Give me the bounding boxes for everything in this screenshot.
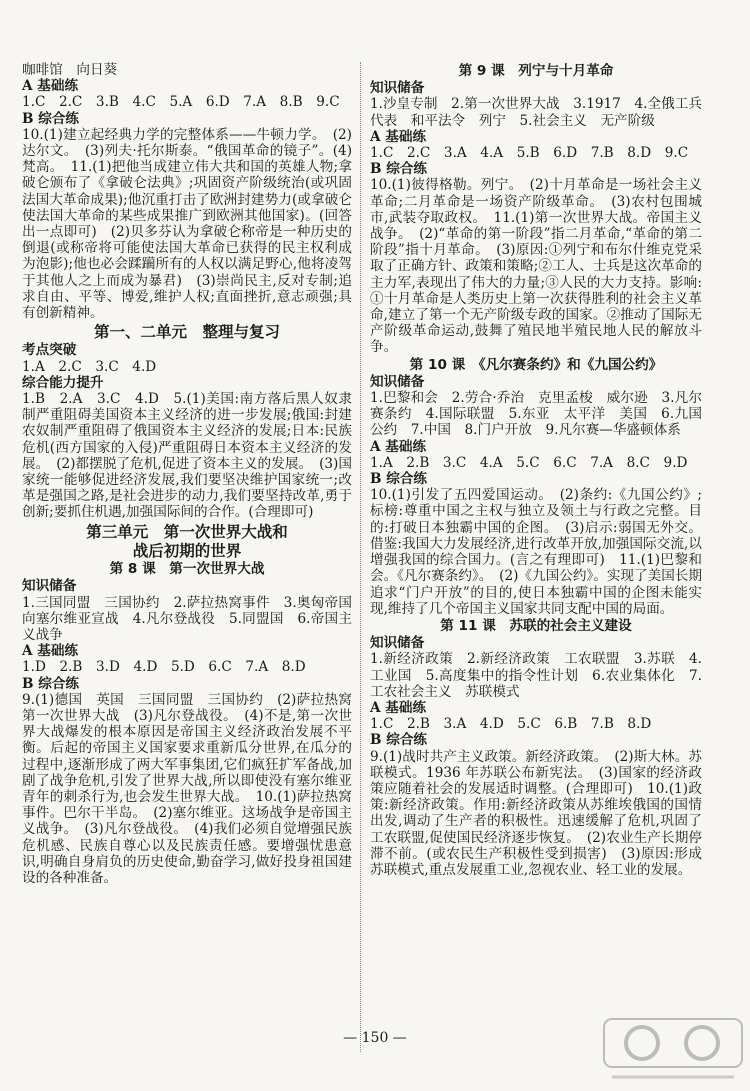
answer-text: 1.C 2.C 3.B 4.C 5.A 6.D 7.A 8.B 9.C [22,94,340,111]
answer-text: 1.A 2.B 3.C 4.A 5.C 6.C 7.A 8.C 9.D [370,454,688,471]
lesson-title: 第 11 课 苏联的社会主义建设 [440,617,632,634]
left-column [22,62,366,886]
answer-text: 9.(1)战时共产主义政策。新经济政策。 (2)斯大林。苏联模式。1936 年苏联公布新宪法。 (3)国家的经济政策应随着社会的发展适时调整。(合理即可) 10.(1)政策:新经济政策。作用:新经济政策从苏维埃俄国的国情出发,调动了生产者的积极性。迅速缓解了危机,巩固了工农联盟,促使国民经济逐步恢复。 (2)农业生产长期停滞不前。(或农民生产积极性受到损害) (3)原因:形成苏联模式,重点发展重工业,忽视农业、轻工业的发展。 [370,748,702,878]
section-heading: A 基础练 [22,643,79,660]
section-heading: B 综合练 [370,732,428,749]
answer-text: 1.C 2.C 3.A 4.A 5.B 6.D 7.B 8.D 9.C [370,145,689,162]
section-heading: 综合能力提升 [22,374,104,391]
section-heading: A 基础练 [370,699,427,716]
lesson-title: 第 8 课 第一次世界大战 [109,561,265,578]
answer-text: 9.(1)德国 英国 三国同盟 三国协约 (2)萨拉热窝 第一次世界大战 (3)凡尔登战役。 (4)不是,第一次世界大战爆发的根本原因是帝国主义经济政治发展不平衡。后起的帝国主义国家要求重新瓜分世界,在瓜分的过程中,逐渐形成了两大军事集团,它们疯狂扩军备战,加剧了战争危机,引发了世界大战,所以即使没有塞尔维亚青年的刺杀行为,也会发生世界大战。 10.(1)萨拉热窝事件。巴尔干半岛。 (2)塞尔维亚。这场战争是帝国主义战争。 (3)凡尔登战役。 (4)我们必须自觉增强民族危机感、民族自尊心以及民族责任感。要增强忧患意识,明确自身肩负的历史使命,勤奋学习,做好投身祖国建设的各种准备。 [22,691,366,886]
answer-text: 1.三国同盟 三国协约 2.萨拉热窝事件 3.奥匈帝国向塞尔维亚宣战 4.凡尔登战役 5.同盟国 6.帝国主义战争 [22,594,352,643]
section-heading: 知识储备 [370,635,425,652]
answer-text: 1.C 2.B 3.A 4.D 5.C 6.B 7.B 8.D [370,716,652,733]
answer-text: 10.(1)引发了五四爱国运动。 (2)条约:《九国公约》;标榜:尊重中国之主权与独立及领土与行政之完整。目的:打破日本独霸中国的企图。 (3)启示:弱国无外交。借鉴:我国大力发展经济,进行改革开放,加强国际交流,以增强我国的综合国力。(言之有理即可) 11.(1)巴黎和会。《凡尔赛条约》。 (2)《九国公约》。实现了美国长期追求“门户开放”的目的,使日本独霸中国的企图未能实现,维持了几个帝国主义国家共同支配中国的局面。 [370,487,702,617]
answer-text: 1.A 2.C 3.C 4.D [22,358,157,375]
section-heading: B 综合练 [22,110,80,127]
section-heading: B 综合练 [22,675,80,692]
right-column [370,62,702,878]
section-heading: A 基础练 [370,438,427,455]
unit-title: 战后初期的世界 [132,541,242,560]
answer-text: 10.(1)建立起经典力学的完整体系——牛顿力学。 (2)达尔文。 (3)列夫·托尔斯泰。“俄国革命的镜子”。(4)梵高。 11.(1)把他当成建立伟大共和国的英雄人物;拿破仑颁布了《拿破仑法典》;巩固资产阶级统治(或巩固法国大革命成果);他沉重打击了欧洲封建势力(或拿破仑使法国大革命的某些成果推广到欧洲其他国家)。(回答出一点即可) (2)贝多芬认为拿破仑称帝是一种历史的倒退(或称帝将可能使法国大革命已获得的民主权利成为泡影);他也必会蹂躏所有的人权以满足野心,他将凌驾于其他人之上而成为暴君) (3)崇尚民主,反对专制;追求自由、平等、博爱,维护人权;直面挫折,意志顽强;具有创新精神。 [22,126,352,322]
lesson-title: 第 9 课 列宁与十月革命 [458,63,614,79]
answer-text: 咖啡馆 向日葵 [22,62,118,78]
section-heading: 知识储备 [370,80,425,97]
section-heading: A 基础练 [370,128,427,145]
section-heading: 考点突破 [22,342,77,359]
unit-title: 第三单元 第一次世界大战和 [86,522,288,541]
answer-text: 1.巴黎和会 2.劳合·乔治 克里孟梭 威尔逊 3.凡尔赛条约 4.国际联盟 5.东亚 太平洋 美国 6.九国公约 7.中国 8.门户开放 9.凡尔赛—华盛顿体系 [370,390,702,439]
answer-text: 1.B 2.A 3.C 4.D 5.(1)美国:南方落后黑人奴隶制严重阻碍美国资本主义经济的进一步发展;俄国:封建农奴制严重阻碍了俄国资本主义经济的发展;日本:民族危机(西方国家的入侵)严重阻碍日本资本主义经济的发展。 (2)都摆脱了危机,促进了资本主义的发展。 (3)国家统一能够促进经济发展,我们要坚决维护国家统一;改革是强国之路,是社会进步的动力,我们要坚持改革,勇于创新;要抓住机遇,加强国际间的合作。(合理即可) [22,391,352,521]
unit-title: 第一、二单元 整理与复习 [93,323,280,342]
page-number-text: 150 [361,1030,389,1046]
answer-text: 1.新经济政策 2.新经济政策 工农联盟 3.苏联 4.工业国 5.高度集中的指令性计划 6.农业集体化 7.工农社会主义 苏联模式 [370,651,702,700]
section-heading: A 基础练 [22,78,79,95]
page-number: — 150 — [343,1030,407,1046]
section-heading: 知识储备 [370,373,425,390]
watermark-logo [602,1013,744,1087]
section-heading: 知识储备 [22,578,77,595]
answer-text: 1.D 2.B 3.D 4.D 5.D 6.C 7.A 8.D [22,659,306,676]
section-heading: B 综合练 [370,471,428,488]
lesson-title: 第 10 课 《凡尔赛条约》和《九国公约》 [409,356,663,373]
section-heading: B 综合练 [370,161,428,178]
answer-text: 10.(1)彼得格勒。列宁。 (2)十月革命是一场社会主义革命;二月革命是一场资产阶级革命。 (3)农村包围城市,武装夺取政权。 11.(1)第一次世界大战。帝国主义战争。 (2)“革命的第一阶段”指二月革命,“革命的第二阶段”指十月革命。 (3)原因:①列宁和布尔什维克党采取了正确方针、政策和策略;②工人、士兵是这次革命的主力军,表现出了伟大的力量;③人民的大力支持。影响:①十月革命是人类历史上第一次获得胜利的社会主义革命,建立了第一个无产阶级专政的国家。②推动了国际无产阶级革命运动,鼓舞了殖民地半殖民地人民的解放斗争。 [370,177,702,356]
answer-text: 1.沙皇专制 2.第一次世界大战 3.1917 4.全俄工兵代表 和平法令 列宁 5.社会主义 无产阶级 [370,96,702,129]
column-divider [360,62,361,1052]
